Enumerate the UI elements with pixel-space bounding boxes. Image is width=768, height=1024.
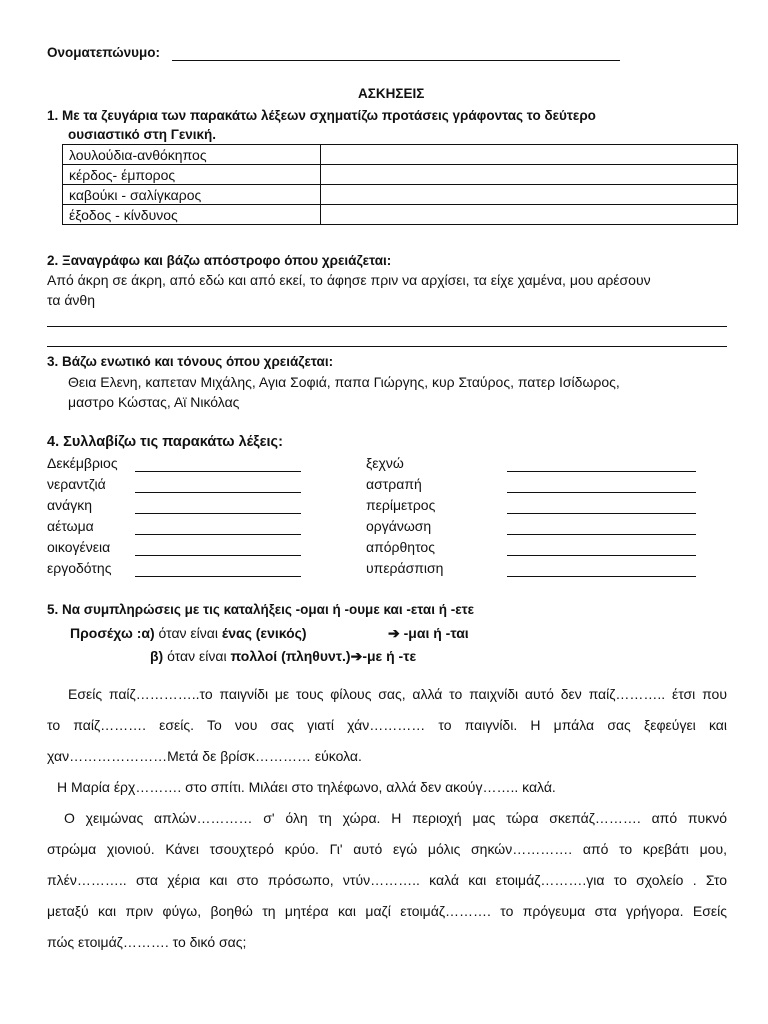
table-row	[63, 145, 738, 165]
note-a-label: Προσέχω :α)	[70, 625, 155, 641]
answer-cell[interactable]	[321, 185, 738, 205]
ex3-instruction: 3. Βάζω ενωτικό και τόνους όπου χρειάζεται:	[47, 354, 334, 369]
syllable-word-right: περίμετρος	[366, 497, 436, 513]
syllable-answer-line[interactable]	[507, 534, 696, 535]
pair-word: κέρδος- έμπορος	[63, 165, 321, 185]
syllable-word-right: υπεράσπιση	[366, 560, 444, 576]
fill-line: Εσείς παίζ…………..το παιγνίδι με τους φίλους σας, αλλά το παιχνίδι αυτό δεν παίζ……….. έτσι που	[68, 686, 727, 702]
syllable-answer-line[interactable]	[135, 471, 301, 472]
syllable-word-left: νεραντζιά	[47, 476, 106, 492]
note-b-text: όταν είναι	[167, 648, 227, 664]
syllable-word-left: οικογένεια	[47, 539, 111, 555]
note-b-endings: -με ή -τε	[362, 648, 417, 664]
syllable-word-left: εργοδότης	[47, 560, 112, 576]
fill-line: στρώμα χιονιού. Κάνει τσουχτερό κρύο. Γι' αυτό εγώ μόλις σηκών…………. από το κρεβάτι μου,	[47, 841, 727, 857]
ex5-instruction: 5. Να συμπληρώσεις με τις καταλήξεις -ομαι ή -ουμε και -εται ή -ετε	[47, 602, 475, 617]
syllable-word-right: απόρθητος	[366, 539, 435, 555]
ex2-instruction: 2. Ξαναγράφω και βάζω απόστροφο όπου χρειάζεται:	[47, 253, 392, 268]
pair-word: λουλούδια-ανθόκηπος	[63, 145, 321, 165]
ex3-text-line1: Θεια Ελενη, καπεταν Μιχάλης, Αγια Σοφιά, παπα Γιώργης, κυρ Σταύρος, πατερ Ισίδωρος,	[68, 374, 620, 390]
arrow-icon: ➔	[350, 648, 363, 664]
fill-line: Η Μαρία έρχ………. στο σπίτι. Μιλάει στο τηλέφωνο, αλλά δεν ακούγ…….. καλά.	[57, 779, 556, 795]
table-row	[63, 185, 738, 205]
ex2-answer-line[interactable]	[47, 346, 727, 347]
syllable-word-right: αστραπή	[366, 476, 422, 492]
page-title: ΑΣΚΗΣΕΙΣ	[358, 86, 425, 101]
table-row	[63, 205, 738, 225]
syllable-answer-line[interactable]	[507, 471, 696, 472]
note-a-bold: ένας (ενικός)	[221, 625, 307, 641]
syllable-word-right: οργάνωση	[366, 518, 432, 534]
ex2-answer-line[interactable]	[47, 326, 727, 327]
syllable-word-left: αέτωμα	[47, 518, 94, 534]
pair-word: έξοδος - κίνδυνος	[63, 205, 321, 225]
name-field-line[interactable]	[172, 60, 620, 61]
answer-cell[interactable]	[321, 205, 738, 225]
syllable-answer-line[interactable]	[135, 513, 301, 514]
pair-word: καβούκι - σαλίγκαρος	[63, 185, 321, 205]
table-row	[63, 165, 738, 185]
fill-line: πώς ετοιμάζ………. το δικό σας;	[47, 934, 247, 950]
syllable-answer-line[interactable]	[507, 513, 696, 514]
syllable-answer-line[interactable]	[135, 555, 301, 556]
ex2-text-line2: τα άνθη	[47, 292, 95, 308]
answer-cell[interactable]	[321, 145, 738, 165]
ex5-note-a	[70, 625, 307, 641]
fill-line: το παίζ………. εσείς. Το νου σας γιατί χάν………… το παιγνίδι. Η μπάλα σας ξεφεύγει και	[47, 717, 727, 733]
ex1-instruction-line1: 1. Με τα ζευγάρια των παρακάτω λέξεων σχηματίζω προτάσεις γράφοντας το δεύτερο	[47, 108, 596, 123]
name-label: Ονοματεπώνυμο:	[47, 45, 160, 60]
note-b-label: β)	[150, 648, 164, 664]
ex4-instruction: 4. Συλλαβίζω τις παρακάτω λέξεις:	[47, 434, 283, 450]
fill-line: Ο χειμώνας απλών………… σ' όλη τη χώρα. Η περιοχή μας τώρα σκεπάζ………. από πυκνό	[64, 810, 727, 826]
syllable-answer-line[interactable]	[507, 576, 696, 577]
fill-line: μεταξύ και πριν φύγω, βοηθώ τη μητέρα και μαζί ετοιμάζ………. το πρόγευμα στα γρήγορα. Εσείς	[47, 903, 727, 919]
syllable-word-left: Δεκέμβριος	[47, 455, 118, 471]
fill-line: χαν…………………Μετά δε βρίσκ………… εύκολα.	[47, 748, 362, 764]
answer-cell[interactable]	[321, 165, 738, 185]
ex1-instruction-line2: ουσιαστικό στη Γενική.	[68, 127, 217, 142]
syllable-answer-line[interactable]	[135, 492, 301, 493]
ex5-note-a-endings	[388, 625, 469, 642]
note-b-bold: πολλοί (πληθυντ.)	[230, 648, 351, 664]
ex1-pairs-table	[62, 144, 738, 225]
syllable-answer-line[interactable]	[507, 492, 696, 493]
ex2-text-line1: Από άκρη σε άκρη, από εδώ και από εκεί, το άφησε πριν να αρχίσει, τα είχε χαμένα, μου αρέσουν	[47, 272, 651, 288]
ex5-note-b	[150, 648, 416, 665]
fill-line: πλέν……….. στα χέρια και στο πρόσωπο, ντύν……….. καλά και ετοιμάζ……….για το σχολείο . Στο	[47, 872, 727, 888]
syllable-word-right: ξεχνώ	[366, 455, 404, 471]
note-a-endings: -μαι ή -ται	[403, 625, 469, 641]
syllable-answer-line[interactable]	[135, 576, 301, 577]
syllable-answer-line[interactable]	[135, 534, 301, 535]
ex3-text-line2: μαστρο Κώστας, Αϊ Νικόλας	[68, 394, 240, 410]
syllable-word-left: ανάγκη	[47, 497, 92, 513]
note-a-text: όταν είναι	[158, 625, 218, 641]
arrow-icon: ➔	[388, 625, 400, 641]
syllable-answer-line[interactable]	[507, 555, 696, 556]
